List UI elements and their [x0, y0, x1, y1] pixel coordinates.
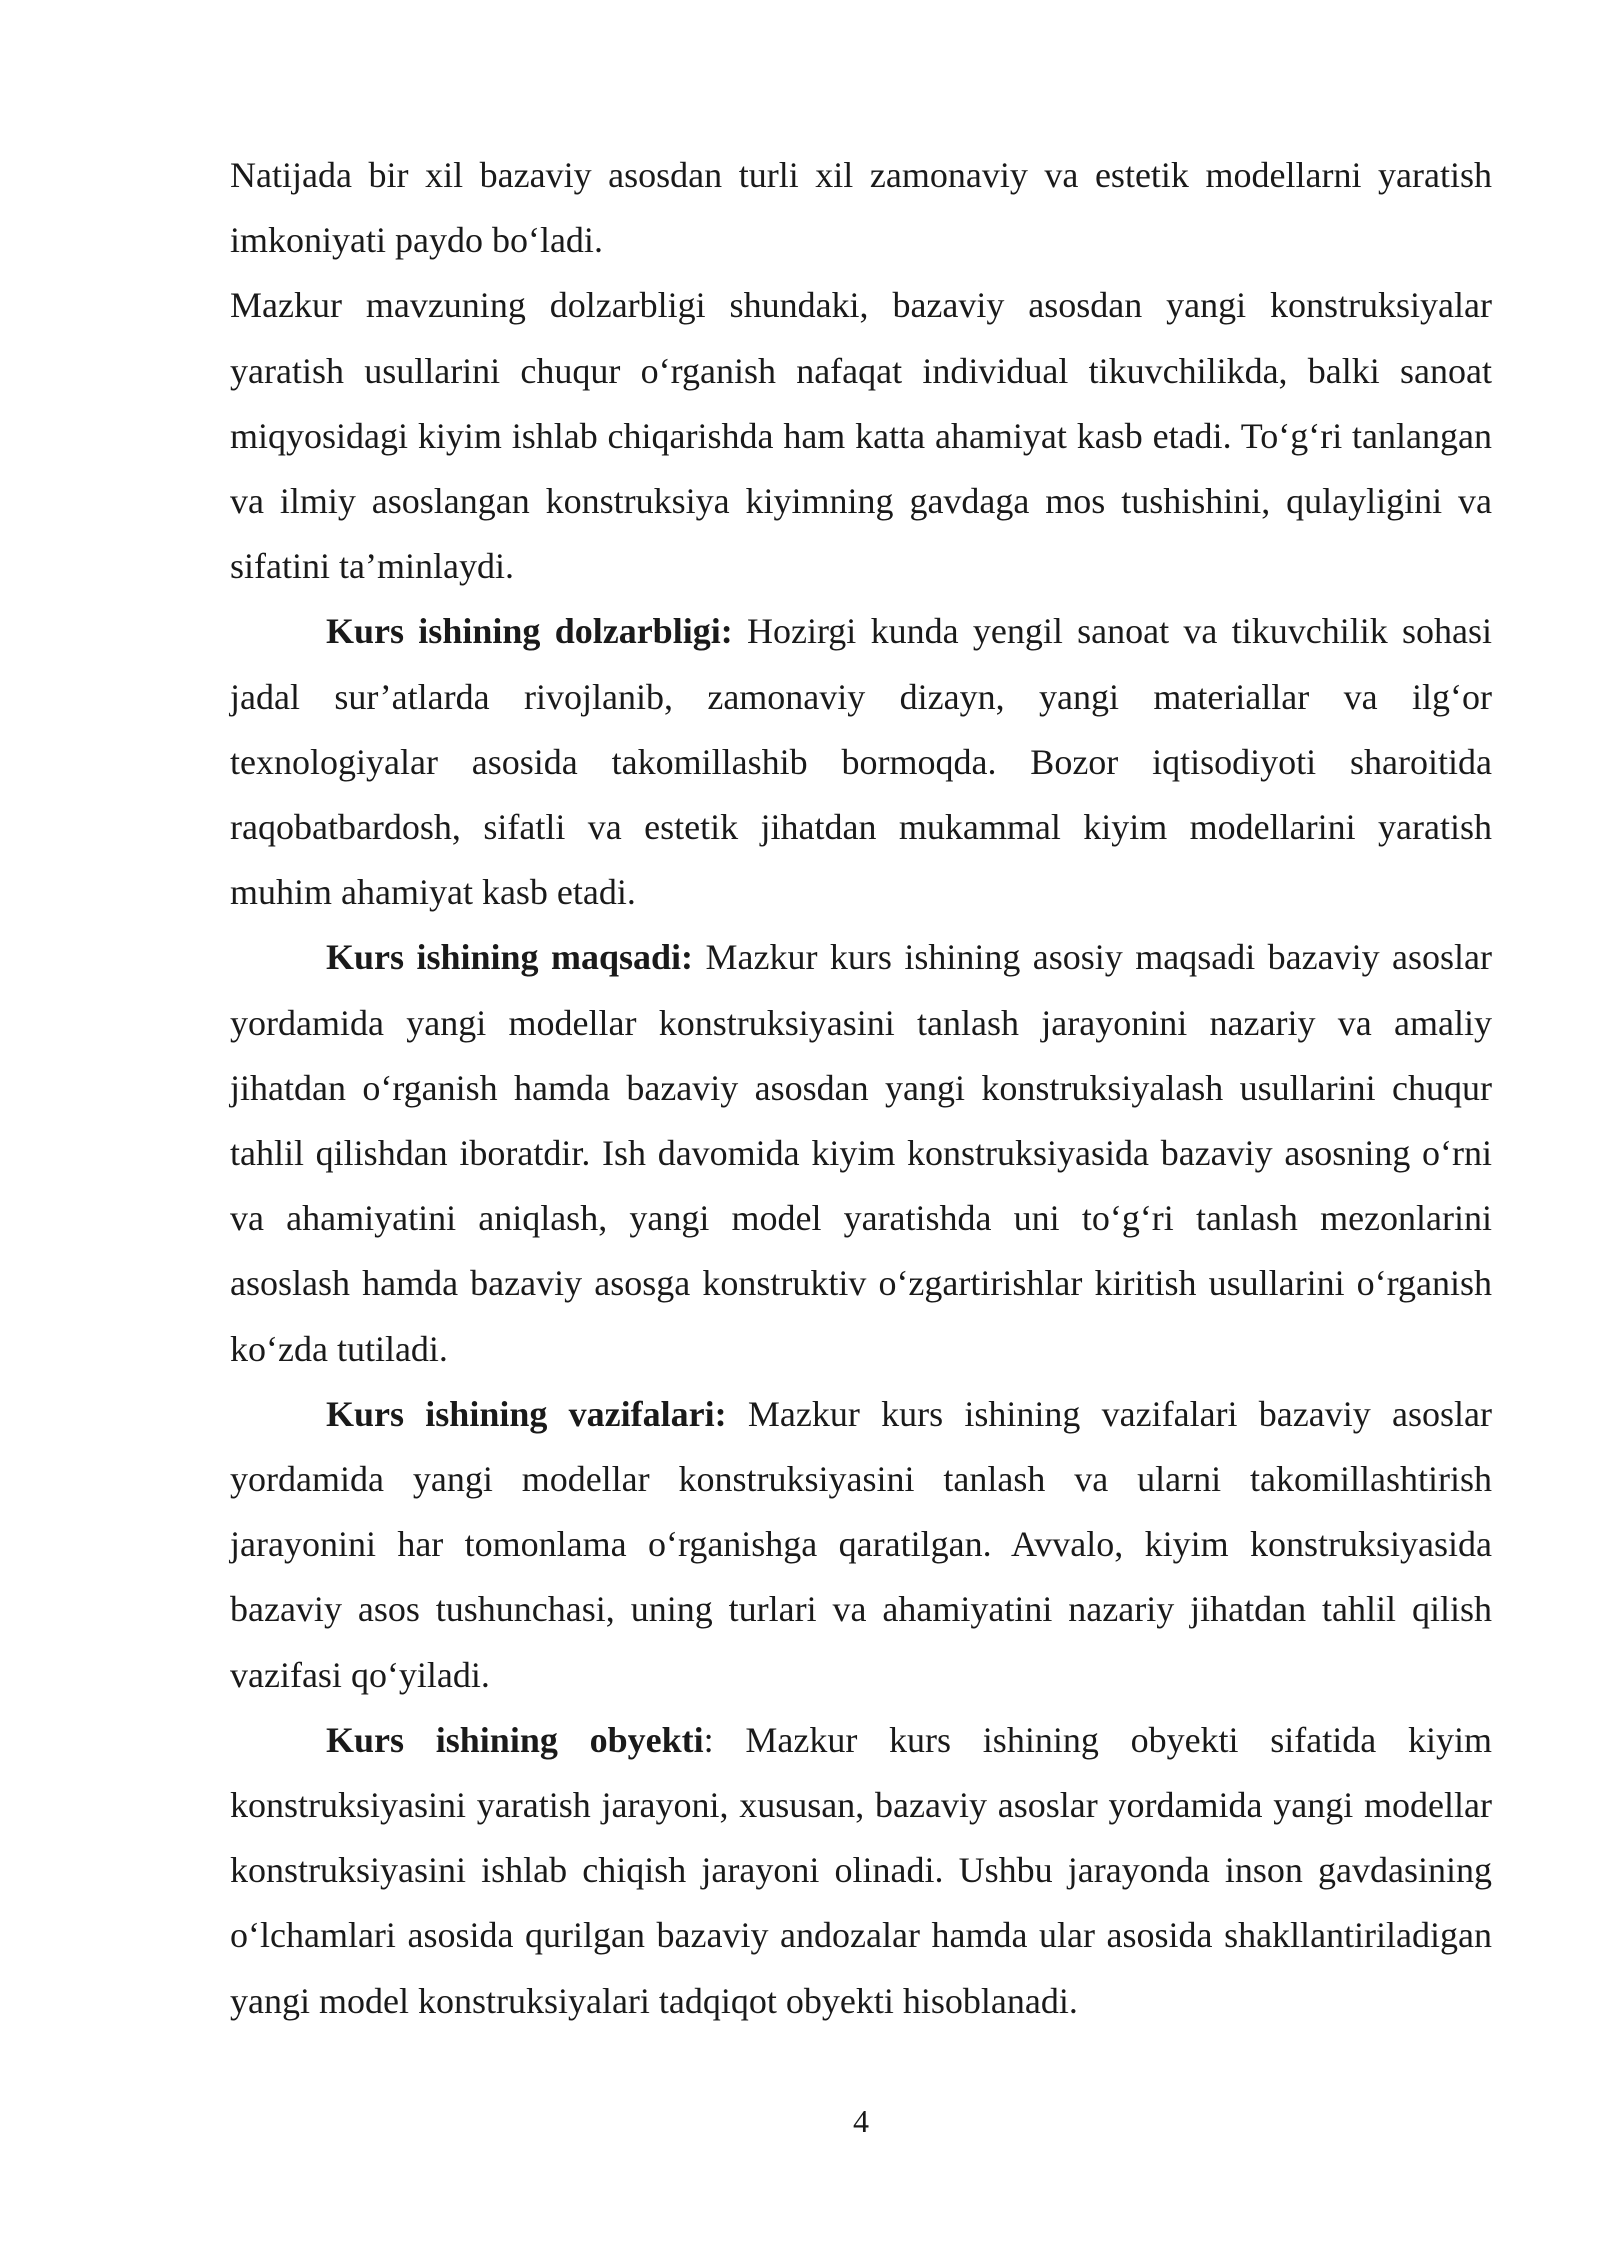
paragraph-text: Hozirgi kunda yengil sanoat va tikuvchilik sohasi jadal sur’atlarda rivojlanib, zamonaviy dizayn, yangi materiallar va ilgʻor texnologiyalar asosida takomillashib bormoqda. Bozor iqtisodiyoti sharoitida raqobatbardosh, sifatli va estetik jihatdan mukammal kiyim modellarini yaratish muhim ahamiyat kasb etadi.: [230, 611, 1492, 913]
paragraph-text: : Mazkur kurs ishining obyekti sifatida kiyim konstruksiyasini yaratish jarayoni, xususan, bazaviy asoslar yordamida yangi modellar konstruksiyasini ishlab chiqish jarayoni olinadi. Ushbu jarayonda inson gavdasining oʻlchamlari asosida qurilgan bazaviy andozalar hamda ular asosida shakllantiriladigan yangi model konstruksiyalari tadqiqot obyekti hisoblanadi.: [230, 1719, 1493, 2021]
paragraph-intro-continuation: [230, 143, 1492, 273]
paragraph-heading: Kurs ishining dolzarbligi:: [326, 611, 733, 652]
paragraph-topic-relevance: [230, 273, 1492, 599]
paragraph-text: Mazkur mavzuning dolzarbligi shundaki, bazaviy asosdan yangi konstruksiyalar yaratish usullarini chuqur oʻrganish nafaqat individual tikuvchilikda, balki sanoat miqyosidagi kiyim ishlab chiqarishda ham katta ahamiyat kasb etadi. Toʻgʻri tanlangan va ilmiy asoslangan konstruksiya kiyimning gavdaga mos tushishini, qulayligini va sifatini ta’minlaydi.: [230, 285, 1492, 587]
page-number: 4: [853, 2103, 869, 2139]
paragraph-obyekti: [230, 1708, 1492, 2034]
paragraph-heading: Kurs ishining vazifalari:: [326, 1393, 727, 1434]
paragraph-dolzarbligi: [230, 599, 1492, 925]
paragraph-text: Mazkur kurs ishining vazifalari bazaviy asoslar yordamida yangi modellar konstruksiyasini tanlash va ularni takomillashtirish jarayonini har tomonlama oʻrganishga qaratilgan. Avvalo, kiyim konstruksiyasida bazaviy asos tushunchasi, uning turlari va ahamiyatini nazariy jihatdan tahlil qilish vazifasi qoʻyiladi.: [230, 1393, 1492, 1695]
paragraph-text: Mazkur kurs ishining asosiy maqsadi bazaviy asoslar yordamida yangi modellar konstruksiyasini tanlash jarayonini nazariy va amaliy jihatdan oʻrganish hamda bazaviy asosdan yangi konstruksiyalash usullarini chuqur tahlil qilishdan iboratdir. Ish davomida kiyim konstruksiyasida bazaviy asosning oʻrni va ahamiyatini aniqlash, yangi model yaratishda uni toʻgʻri tanlash mezonlarini asoslash hamda bazaviy asosga konstruktiv oʻzgartirishlar kiritish usullarini oʻrganish koʻzda tutiladi.: [230, 937, 1493, 1369]
paragraph-heading: Kurs ishining obyekti: [326, 1719, 704, 1760]
paragraph-maqsadi: [230, 925, 1492, 1381]
paragraph-heading: Kurs ishining maqsadi:: [326, 937, 694, 978]
paragraph-vazifalari: [230, 1382, 1492, 1708]
document-body: [230, 143, 1492, 2034]
paragraph-text: Natijada bir xil bazaviy asosdan turli xil zamonaviy va estetik modellarni yaratish imkoniyati paydo boʻladi.: [230, 155, 1492, 261]
